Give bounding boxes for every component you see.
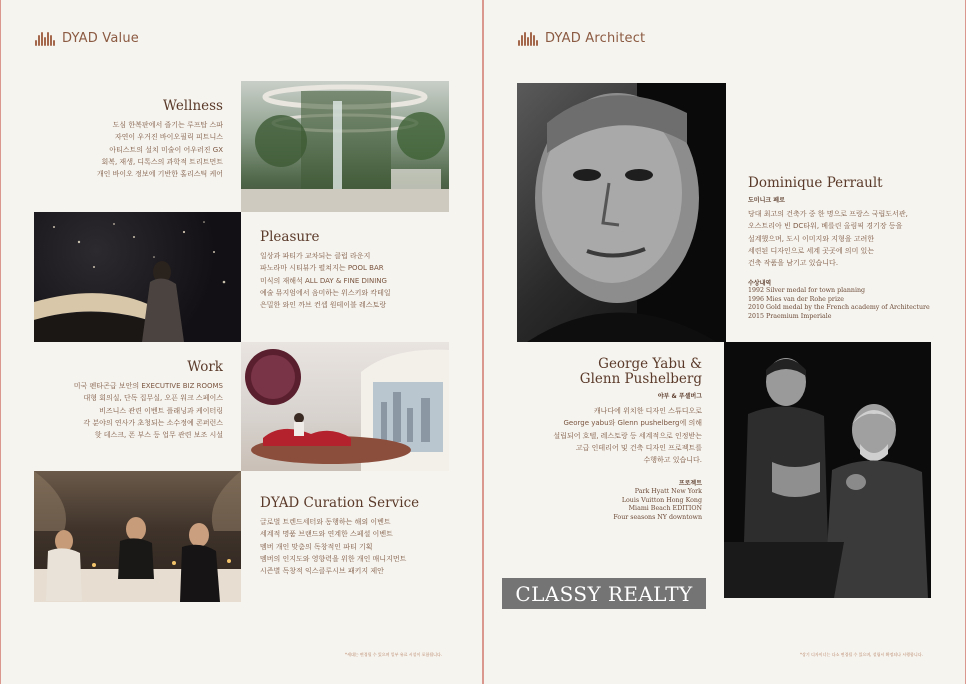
curation-title: DYAD Curation Service [260,495,420,511]
classy-realty-badge: CLASSY REALTY [502,578,706,609]
left-footnote: *세대는 변경될 수 있으며 일부 유료 시설이 포함됩니다. [345,652,443,657]
pleasure-image [34,212,241,342]
right-page [484,0,966,684]
perrault-awards-title: 수상내역 [748,280,772,287]
left-header-title: DYAD Value [62,31,139,46]
left-page [0,0,482,684]
perrault-bio: 당대 최고의 건축가 중 한 명으로 프랑스 국립도서관, 오스트리아 빈 DC타워, 베를린 올림픽 경기장 등을 설계했으며, 도시 이미지와 지형을 고려한 세련된 디자인으로 세계 곳곳에 의미 있는 건축 작품을 남기고 있습니다. [748,210,908,268]
wellness-image [241,81,449,212]
work-image [241,342,449,471]
perrault-name: Dominique Perrault [748,175,883,191]
wellness-text: 도심 한복판에서 즐기는 루프탑 스파 자연이 우거진 바이오필릭 피트니스 아티스트의 설치 미술이 어우러진 GX 회복, 재생, 디톡스의 과학적 트리트먼트 개인 바이오 정보에 기반한 홀리스틱 케어 [96,121,223,179]
right-header [518,31,645,46]
yabu-pushelberg-portrait [724,342,931,598]
pleasure-text: 일상과 파티가 교차되는 클럽 라운지 파노라마 시티뷰가 펼쳐지는 POOL BAR 미식의 재해석 ALL DAY & FINE DINING 예술 뮤지엄에서 음미하는 위스키와 칵테일 은밀한 와인 까브 컨셉 원테이블 레스토랑 [260,252,391,310]
dyad-logo-icon [518,32,538,46]
yabu-projects: Park Hyatt New York Louis Vuitton Hong Kong Miami Beach EDITION Four seasons NY downtown [613,488,702,521]
work-title: Work [187,359,223,375]
left-header [35,31,139,46]
curation-text: 글로벌 트렌드세터와 동행하는 해외 이벤트 세계적 명품 브랜드와 연계한 스페셜 이벤트 멤버 개인 맞춤의 독창적인 파티 기획 멤버의 인지도와 영향력을 위한 개인 매니지먼트 시즌별 독창적 익스클루시브 패키지 제안 [260,518,407,576]
pleasure-title: Pleasure [260,229,320,245]
curation-image [34,471,241,602]
wellness-title: Wellness [163,98,223,114]
work-text: 미국 펜타곤급 보안의 EXECUTIVE BIZ ROOMS 대형 회의실, 단독 집무실, 오픈 워크 스페이스 비즈니스 관련 이벤트 플래닝과 케이터링 각 분야의 연사가 초청되는 소수정예 콘퍼런스 핫 데스크, 폰 부스 등 업무 관련 보조 시설 [73,382,223,440]
page-edge [0,0,1,684]
dyad-logo-icon [35,32,55,46]
yabu-bio: 캐나다에 위치한 디자인 스튜디오로 George yabu와 Glenn pushelberg에 의해 설립되어 호텔, 레스토랑 등 세계적으로 인정받는 고급 인테리어 및 건축 디자인 프로젝트를 수행하고 있습니다. [553,407,702,465]
perrault-name-kr: 도미니크 페로 [748,197,785,204]
right-header-title: DYAD Architect [545,31,646,46]
yabu-name: George Yabu & Glenn Pushelberg [579,356,702,387]
perrault-portrait [517,83,726,342]
perrault-awards: 1992 Silver medal for town planning 1996 Mies van der Rohe prize 2010 Gold medal by the French academy of Architecture 2015 Praemium Imperiale [748,287,930,320]
yabu-name-kr: 야부 & 푸셸버그 [657,393,702,400]
yabu-projects-title: 프로젝트 [678,480,702,487]
right-footnote: *상기 디자이너는 다소 변경될 수 있으며, 설립시 확정되나 시행합니다. [800,652,923,657]
